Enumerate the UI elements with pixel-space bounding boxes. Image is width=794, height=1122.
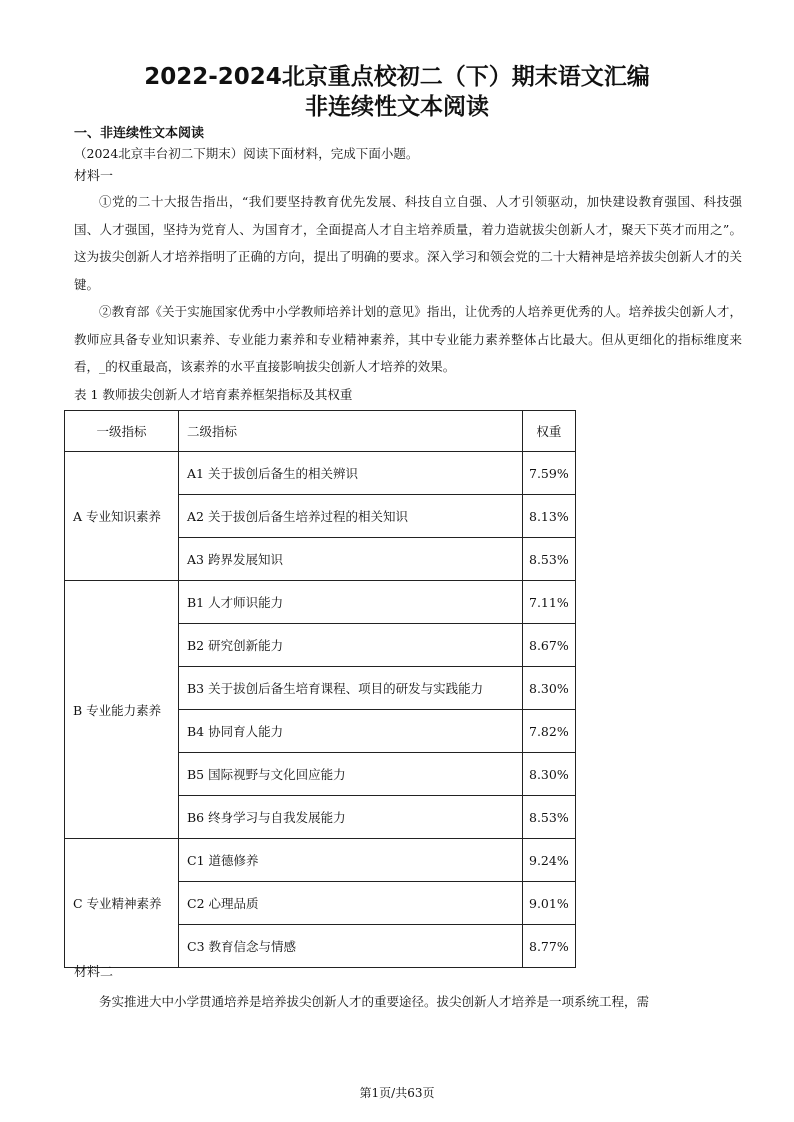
document-subtitle: 非连续性文本阅读 [305,94,489,120]
indicator-table [64,410,576,968]
indicator-weight: 7.82% [523,710,576,753]
material-one-label: 材料一 [74,169,114,184]
table-row [65,581,576,624]
group-a-name: A 专业知识素养 [65,452,179,581]
indicator-item: B2 研究创新能力 [179,624,523,667]
source-note: （2024北京丰台初二下期末）阅读下面材料，完成下面小题。 [74,146,419,161]
table-row [65,839,576,882]
indicator-weight: 8.53% [523,796,576,839]
indicator-weight: 7.59% [523,452,576,495]
group-c-name: C 专业精神素养 [65,839,179,968]
table-header-row [65,411,576,452]
group-b-name: B 专业能力素养 [65,581,179,839]
indicator-item: B4 协同育人能力 [179,710,523,753]
paragraph-two: ②教育部《关于实施国家优秀中小学教师培养计划的意见》指出，让优秀的人培养更优秀的人。培养拔尖创新人才，教师应具备专业知识素养、专业能力素养和专业精神素养，其中专业能力素养整体占比最大。但从更细化的指标维度来看，_的权重最高，该素养的水平直接影响拔尖创新人才培养的效果。 [74,304,742,374]
indicator-item: A3 跨界发展知识 [179,538,523,581]
material-two-label: 材料二 [74,965,114,980]
header-level-one: 一级指标 [65,411,179,452]
indicator-item: A2 关于拔创后备生培养过程的相关知识 [179,495,523,538]
indicator-weight: 8.30% [523,753,576,796]
section-heading: 一、非连续性文本阅读 [74,126,205,141]
indicator-item: B5 国际视野与文化回应能力 [179,753,523,796]
paragraph-three: 务实推进大中小学贯通培养是培养拔尖创新人才的重要途径。拔尖创新人才培养是一项系统工程，需 [99,994,650,1009]
indicator-item: C2 心理品质 [179,882,523,925]
table-caption: 表 1 教师拔尖创新人才培育素养框架指标及其权重 [74,387,353,402]
indicator-weight: 9.01% [523,882,576,925]
indicator-weight: 9.24% [523,839,576,882]
table-row [65,452,576,495]
indicator-weight: 8.30% [523,667,576,710]
header-level-two: 二级指标 [179,411,523,452]
indicator-item: C1 道德修养 [179,839,523,882]
paragraph-one: ①党的二十大报告指出，“我们要坚持教育优先发展、科技自立自强、人才引领驱动，加快建设教育强国、科技强国、人才强国，坚持为党育人、为国育才，全面提高人才自主培养质量，着力造就拔尖创新人才，聚天下英才而用之”。这为拔尖创新人才培养指明了正确的方向，提出了明确的要求。深入学习和领会党的二十大精神是培养拔尖创新人才的关键。 [74,194,742,292]
indicator-weight: 8.67% [523,624,576,667]
header-weight: 权重 [523,411,576,452]
document-title: 2022-2024北京重点校初二（下）期末语文汇编 [144,64,650,90]
indicator-weight: 7.11% [523,581,576,624]
indicator-weight: 8.77% [523,925,576,968]
indicator-item: B3 关于拔创后备生培育课程、项目的研发与实践能力 [179,667,523,710]
page-footer: 第1页/共63页 [359,1086,435,1100]
indicator-item: B6 终身学习与自我发展能力 [179,796,523,839]
indicator-item: A1 关于拔创后备生的相关辨识 [179,452,523,495]
indicator-item: B1 人才师识能力 [179,581,523,624]
indicator-weight: 8.13% [523,495,576,538]
indicator-item: C3 教育信念与情感 [179,925,523,968]
indicator-weight: 8.53% [523,538,576,581]
